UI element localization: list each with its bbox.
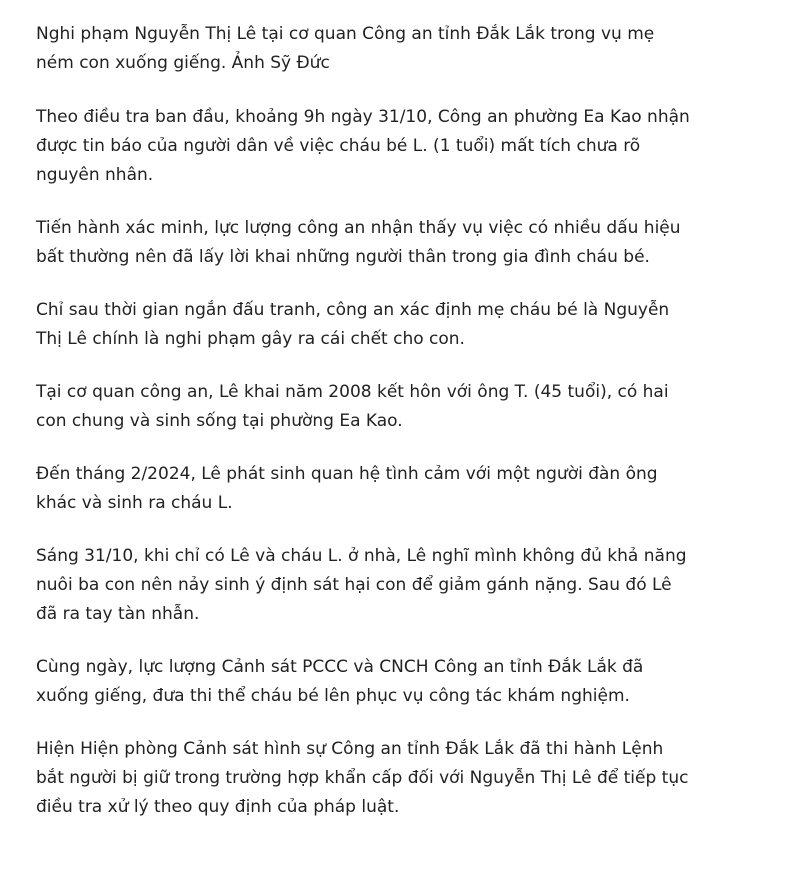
paragraph-verification: Tiến hành xác minh, lực lượng công an nhận thấy vụ việc có nhiều dấu hiệu bất thường nên đã lấy lời khai những người thân trong gia đình cháu bé.: [36, 218, 681, 267]
paragraph-initial-investigation: Theo điều tra ban đầu, khoảng 9h ngày 31/10, Công an phường Ea Kao nhận được tin báo của người dân về việc cháu bé L. (1 tuổi) mất tích chưa rõ nguyên nhân.: [36, 107, 690, 185]
paragraph-suspect-identified: Chỉ sau thời gian ngắn đấu tranh, công an xác định mẹ cháu bé là Nguyễn Thị Lê chính là nghi phạm gây ra cái chết cho con.: [36, 300, 670, 349]
paragraph-recovery: Cùng ngày, lực lượng Cảnh sát PCCC và CNCH Công an tỉnh Đắk Lắk đã xuống giếng, đưa thi thể cháu bé lên phục vụ công tác khám nghiệm.: [36, 657, 644, 706]
photo-caption: Nghi phạm Nguyễn Thị Lê tại cơ quan Công an tỉnh Đắk Lắk trong vụ mẹ ném con xuống giếng. Ảnh Sỹ Đức: [36, 24, 655, 73]
paragraph-marriage: Tại cơ quan công an, Lê khai năm 2008 kết hôn với ông T. (45 tuổi), có hai con chung và sinh sống tại phường Ea Kao.: [36, 382, 669, 431]
paragraph-arrest: Hiện Hiện phòng Cảnh sát hình sự Công an tỉnh Đắk Lắk đã thi hành Lệnh bắt người bị giữ trong trường hợp khẩn cấp đối với Nguyễn Thị Lê để tiếp tục điều tra xử lý theo quy định của pháp luật.: [36, 739, 689, 817]
paragraph-relationship: Đến tháng 2/2024, Lê phát sinh quan hệ tình cảm với một người đàn ông khác và sinh ra cháu L.: [36, 464, 658, 513]
paragraph-incident: Sáng 31/10, khi chỉ có Lê và cháu L. ở nhà, Lê nghĩ mình không đủ khả năng nuôi ba con nên nảy sinh ý định sát hại con để giảm gánh nặng. Sau đó Lê đã ra tay tàn nhẫn.: [36, 546, 687, 624]
article-body: [36, 20, 691, 846]
